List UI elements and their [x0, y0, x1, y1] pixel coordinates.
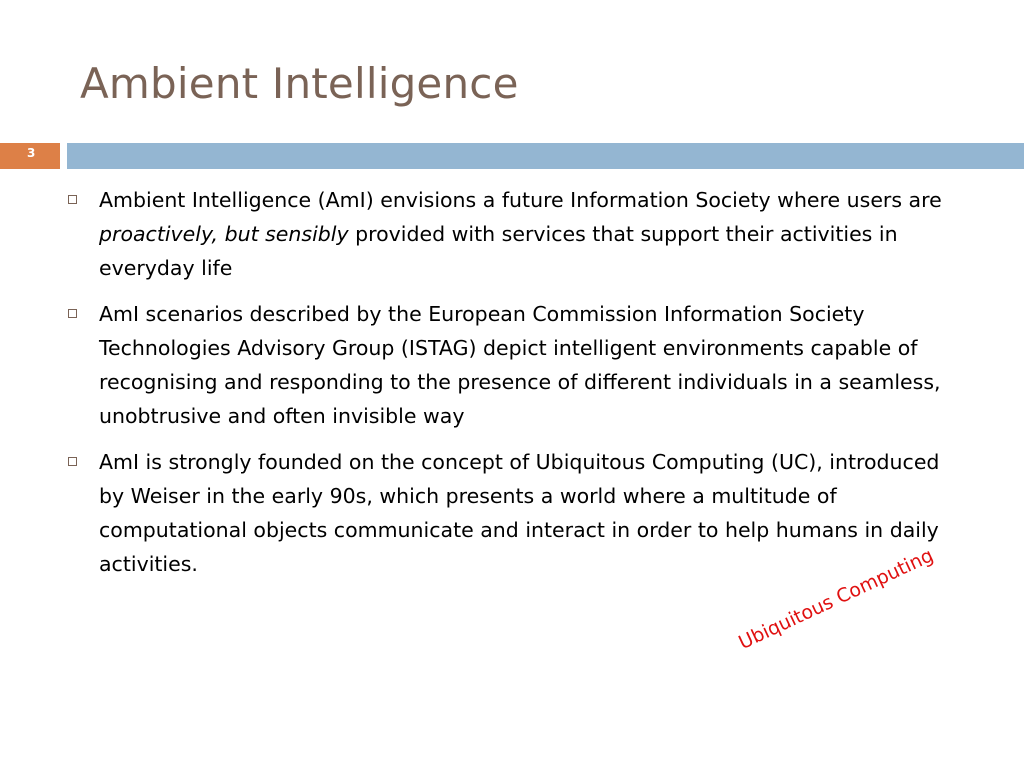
square-bullet-icon [68, 195, 77, 204]
slide-number: 3 [27, 146, 36, 160]
bullet-item [64, 183, 944, 285]
square-bullet-icon [68, 309, 77, 318]
bullet-text-part: Ambient Intelligence (AmI) envisions a future Information Society where users are [99, 188, 942, 212]
slide-title: Ambient Intelligence [80, 59, 519, 108]
bullet-item [64, 297, 944, 433]
bullet-text-part: provided with services that support their activities in everyday life [99, 222, 898, 280]
bullet-text: AmI scenarios described by the European Commission Information Society Technologies Advisory Group (ISTAG) depict intelligent environments capable of recognising and responding to the presence of different individuals in a seamless, unobtrusive and often invisible way [99, 302, 941, 428]
bullet-text [99, 188, 942, 280]
bullet-text: AmI is strongly founded on the concept of Ubiquitous Computing (UC), introduced by Weiser in the early 90s, which presents a world where a multitude of computational objects communicate and interact in order to help humans in daily activities. [99, 450, 940, 576]
bullet-list [64, 183, 944, 593]
square-bullet-icon [68, 457, 77, 466]
handwritten-annotation: Ubiquitous Computing [735, 544, 937, 654]
title-accent-bar [67, 143, 1024, 169]
bullet-emphasis: proactively, but sensibly [99, 222, 349, 246]
bullet-item [64, 445, 944, 581]
